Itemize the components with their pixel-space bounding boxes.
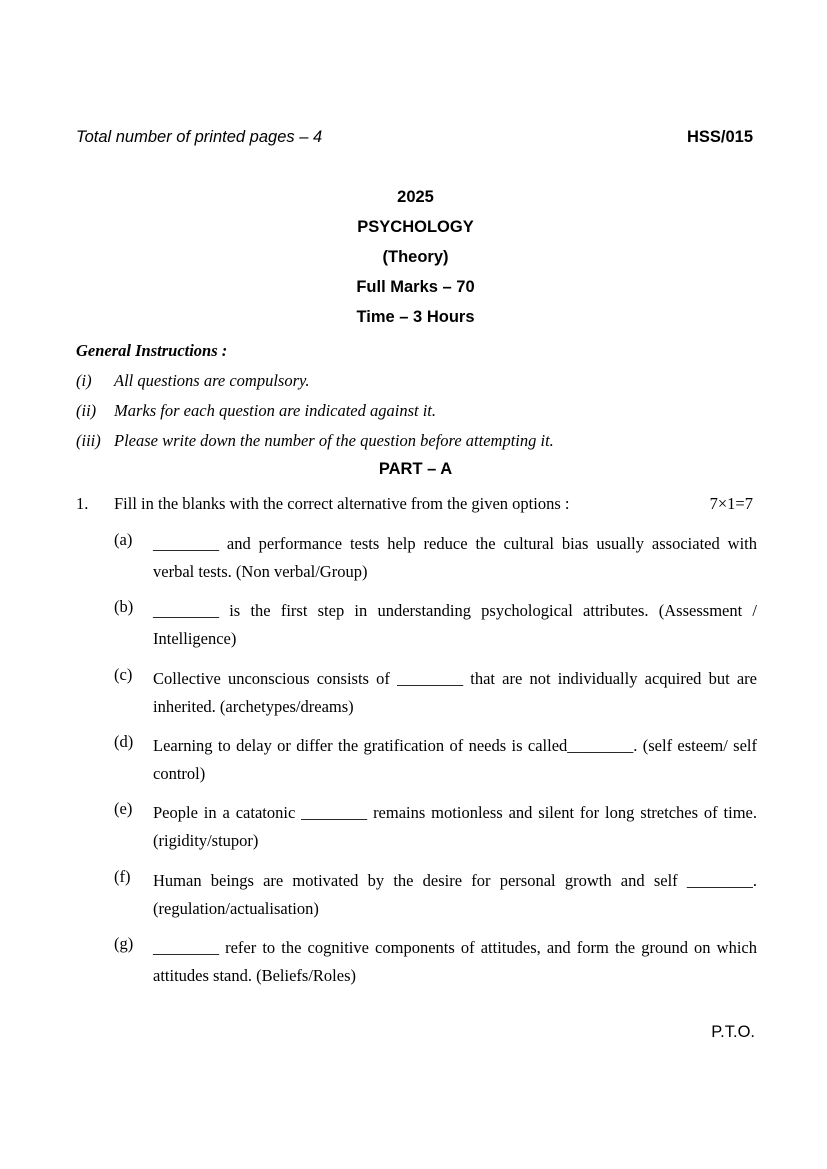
item-text: ________ is the first step in understanding psychological attributes. (Assessment / Intelligence) [153,601,757,648]
instruction-text: Please write down the number of the question before attempting it. [114,431,554,450]
part-heading: PART – A [378,460,453,478]
subject-title: PSYCHOLOGY [357,218,474,236]
printed-pages-note: Total number of printed pages – 4 [76,128,323,146]
full-marks: Full Marks – 70 [356,278,475,296]
instructions-heading: General Instructions : [76,341,228,360]
item-label: (c) [114,665,133,684]
instruction-number: (ii) [76,401,97,420]
item-label: (f) [114,867,131,886]
exam-year: 2025 [397,188,434,206]
item-label: (e) [114,799,133,818]
item-text: ________ and performance tests help reduce the cultural bias usually associated with verbal tests. (Non verbal/Group) [153,534,757,581]
instruction-text: Marks for each question are indicated against it. [114,401,437,420]
instruction-text: All questions are compulsory. [114,371,310,390]
paper-code: HSS/015 [686,128,753,146]
item-text: Human beings are motivated by the desire for personal growth and self ________. (regulation/actualisation) [153,871,757,918]
item-text: ________ refer to the cognitive components of attitudes, and form the ground on which attitudes stand. (Beliefs/Roles) [153,938,757,985]
item-text: Learning to delay or differ the gratification of needs is called________. (self esteem/ self control) [153,736,757,783]
question-item [114,665,757,721]
item-label: (d) [114,732,134,751]
instruction-number: (i) [76,371,92,390]
please-turn-over: P.T.O. [711,1023,755,1041]
question-marks: 7×1=7 [709,494,753,513]
instruction-number: (iii) [76,431,101,450]
item-label: (b) [114,597,134,616]
question-item [114,934,757,990]
question-number: 1. [76,494,89,513]
question-item [114,530,757,586]
exam-duration: Time – 3 Hours [356,308,475,326]
item-label: (a) [114,530,133,549]
instruction-item [76,371,310,391]
question-item [114,732,757,788]
instruction-item [76,431,554,451]
item-label: (g) [114,934,134,953]
paper-type: (Theory) [382,248,449,266]
question-item [114,867,757,923]
question-item [114,597,757,653]
item-text: People in a catatonic ________ remains motionless and silent for long stretches of time. (rigidity/stupor) [153,803,757,850]
instruction-item [76,401,436,421]
question-text: Fill in the blanks with the correct alternative from the given options : [114,494,570,513]
question-item [114,799,757,855]
item-text: Collective unconscious consists of ________ that are not individually acquired but are inherited. (archetypes/dreams) [153,669,757,716]
